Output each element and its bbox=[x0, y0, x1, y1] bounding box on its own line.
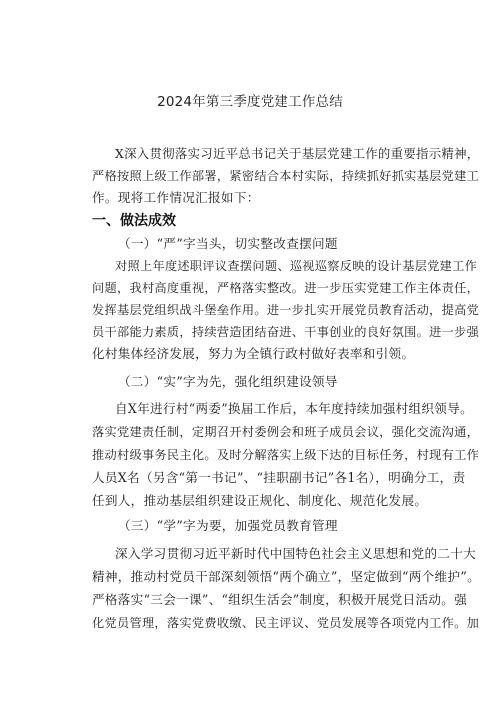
paragraph-line: 作。现将工作情况汇报如下： bbox=[92, 190, 260, 205]
paragraph-line: 问题，我村高度重视，严格落实整改。进一步压实党建工作主体责任， bbox=[92, 281, 480, 295]
paragraph-line: 深入学习贯彻习近平新时代中国特色社会主义思想和党的二十大 bbox=[115, 546, 477, 561]
document-title: 2024年第三季度党建工作总结 bbox=[157, 94, 343, 110]
paragraph-line: 严格按照上级工作部署，紧密结合本村实际，持续抓好抓实基层党建工 bbox=[92, 169, 480, 183]
paragraph-line: 任到人，推动基层组织建设正规化、制度化、规范化发展。 bbox=[92, 493, 428, 508]
paragraph-line: 严格落实“三会一课”、“组织生活会”制度，积极开展党日活动。强 bbox=[92, 592, 468, 607]
paragraph-line: 落实党建责任制，定期召开村委例会和班子成员会议，强化交流沟通， bbox=[92, 425, 480, 439]
subsection-heading: （一）“严”字当头，切实整改查摆问题 bbox=[118, 236, 338, 251]
paragraph-line: 自X年进行村“两委”换届工作后，本年度持续加强村组织领导。 bbox=[115, 401, 473, 416]
paragraph-line: 推动村级事务民主化。及时分解落实上级下达的目标任务，村现有工作 bbox=[92, 448, 480, 462]
paragraph-line: 对照上年度述职评议查摆问题、巡视巡察反映的设计基层党建工作 bbox=[115, 259, 478, 273]
paragraph-line: X深入贯彻落实习近平总书记关于基层党建工作的重要指示精神， bbox=[115, 146, 480, 161]
subsection-heading: （二）“实”字为先，强化组织建设领导 bbox=[118, 374, 338, 389]
paragraph-line: 化村集体经济发展，努力为全镇行政村做好表率和引领。 bbox=[92, 346, 415, 361]
subsection-heading: （三）“学”字为要，加强党员教育管理 bbox=[118, 518, 338, 533]
paragraph-line: 化党员管理，落实党费收缴、民主评议、党员发展等各项党内工作。加 bbox=[92, 616, 480, 630]
paragraph-line: 人员X名（另含“第一书记”、“挂职副书记”各1名），明确分工，责 bbox=[92, 470, 466, 485]
section-heading: 一、做法成效 bbox=[92, 213, 176, 229]
paragraph-line: 员干部能力素质，持续营造团结奋进、干事创业的良好氛围。进一步强 bbox=[92, 325, 480, 339]
paragraph-line: 精神，推动村党员干部深刻领悟“两个确立”，坚定做到“两个维护”。 bbox=[92, 569, 480, 584]
paragraph-line: 发挥基层党组织战斗堡垒作用。进一步扎实开展党员教育活动，提高党 bbox=[92, 303, 480, 317]
